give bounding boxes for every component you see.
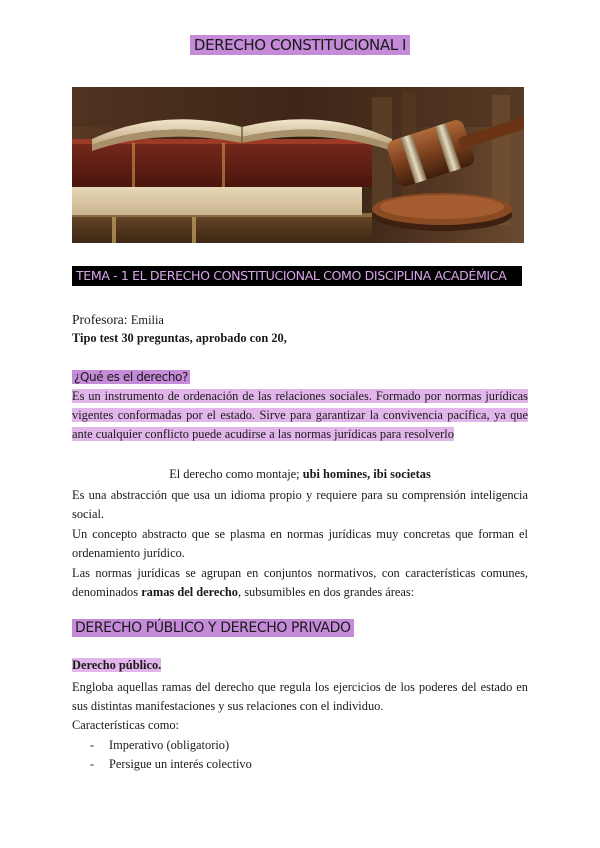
paragraph-concepto: Un concepto abstracto que se plasma en normas jurídicas muy concretas que forman el ordenamiento jurídico.	[72, 527, 528, 560]
que-es-derecho-heading: ¿Qué es el derecho?	[74, 370, 188, 384]
tema-heading: TEMA - 1 EL DERECHO CONSTITUCIONAL COMO DISCIPLINA ACADÉMICA	[72, 266, 522, 286]
ramas-del-derecho: ramas del derecho	[141, 585, 239, 599]
profesora-name: Emilia	[130, 313, 164, 327]
derecho-publico-text: Engloba aquellas ramas del derecho que regula los ejercicios de los poderes del estado en sus distintas manifestaciones y sus relaciones con el individuo.	[72, 680, 528, 713]
profesora-label: Profesora:	[72, 312, 128, 327]
profesora-line	[72, 310, 528, 330]
document-title: DERECHO CONSTITUCIONAL I	[0, 36, 600, 54]
list-item: - Persigue un interés colectivo	[72, 755, 528, 774]
caracteristicas-list	[72, 736, 528, 774]
caracteristicas-label: Características como:	[72, 718, 179, 732]
montaje-bold: ubi homines, ibi societas	[302, 467, 431, 481]
paragraph-abstraccion: Es una abstracción que usa un idioma propio y requiere para su comprensión inteligencia social.	[72, 488, 528, 521]
section-heading-publico-privado: DERECHO PÚBLICO Y DERECHO PRIVADO	[72, 619, 528, 638]
tipo-test-line: Tipo test 30 preguntas, aprobado con 20,	[72, 331, 287, 345]
list-item: - Imperativo (obligatorio)	[72, 736, 528, 755]
paragraph-normas: Las normas jurídicas se agrupan en conjuntos normativos, con características comunes, denominados ramas del derecho, subsumibles en dos grandes áreas:	[72, 566, 528, 599]
montaje-line: El derecho como montaje; ubi homines, ibi societas	[169, 467, 431, 481]
que-es-derecho-text: Es un instrumento de ordenación de las relaciones sociales. Formado por normas jurídicas vigentes conformadas por el estado. Sirve para garantizar la convivencia pacífica, ya que ante cualquier conflicto puede acudirse a las normas jurídicas para resolverlo	[72, 389, 528, 441]
derecho-publico-heading: Derecho público.	[72, 658, 162, 672]
books-gavel-photo	[72, 87, 524, 243]
